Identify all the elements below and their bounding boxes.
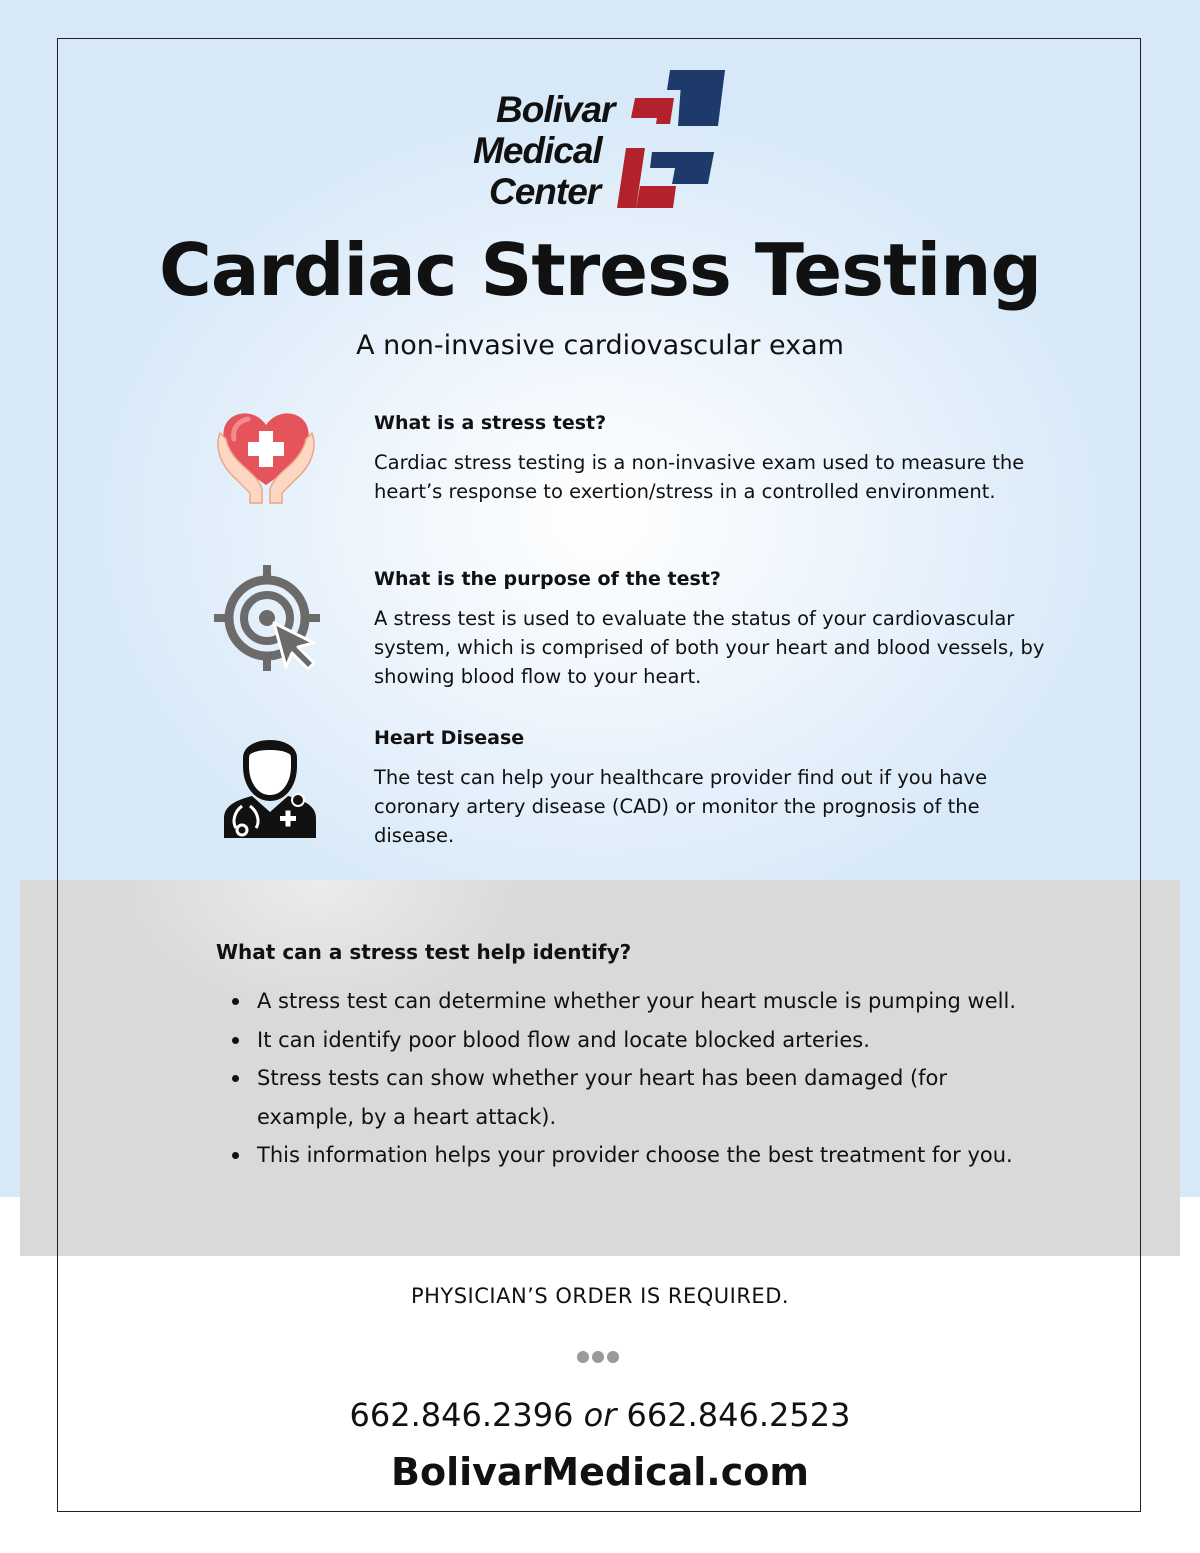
section-heading: Heart Disease	[374, 727, 525, 749]
heart-hands-icon	[214, 405, 318, 505]
section-heading: What is a stress test?	[374, 412, 607, 434]
list-item: Stress tests can show whether your heart has been damaged (for example, by a heart attack).	[216, 1059, 1017, 1136]
phone-numbers	[0, 1396, 1200, 1434]
list-item: A stress test can determine whether your heart muscle is pumping well.	[216, 982, 1086, 1021]
order-notice: PHYSICIAN’S ORDER IS REQUIRED.	[410, 1284, 790, 1308]
target-icon	[214, 565, 320, 671]
logo-line-1: Bolivar	[496, 89, 615, 130]
identify-list	[216, 982, 1086, 1175]
section-body: Cardiac stress testing is a non-invasive exam used to measure the heart’s response to exertion/stress in a controlled environment.	[374, 451, 1025, 503]
website-link[interactable]: BolivarMedical.com	[391, 1450, 809, 1494]
section-purpose	[374, 568, 1074, 691]
page-title: Cardiac Stress Testing	[158, 228, 1041, 312]
section-heading: What is the purpose of the test?	[374, 568, 721, 590]
logo-line-2: Medical	[473, 130, 602, 171]
logo-cross-icon	[470, 68, 730, 213]
logo-line-3: Center	[489, 171, 601, 212]
list-item: It can identify poor blood flow and locate blocked arteries.	[216, 1021, 1086, 1060]
identify-title: What can a stress test help identify?	[216, 940, 632, 964]
page-subtitle: A non-invasive cardiovascular exam	[356, 330, 844, 361]
section-body: The test can help your healthcare provider find out if you have coronary artery disease (CAD) or monitor the prognosis of the disease.	[374, 766, 988, 847]
section-heart-disease	[374, 727, 1074, 850]
ellipsis-dots-icon	[577, 1350, 623, 1364]
or-text: or	[583, 1396, 617, 1434]
logo	[470, 68, 730, 213]
phone-link-1[interactable]: 662.846.2396	[349, 1396, 574, 1434]
section-body: A stress test is used to evaluate the status of your cardiovascular system, which is comprised of both your heart and blood vessels, by showing blood flow to your heart.	[374, 607, 1045, 688]
list-item: This information helps your provider choose the best treatment for you.	[216, 1136, 1086, 1175]
section-what-is	[374, 412, 1074, 506]
doctor-icon	[220, 730, 320, 840]
phone-link-2[interactable]: 662.846.2523	[626, 1396, 851, 1434]
